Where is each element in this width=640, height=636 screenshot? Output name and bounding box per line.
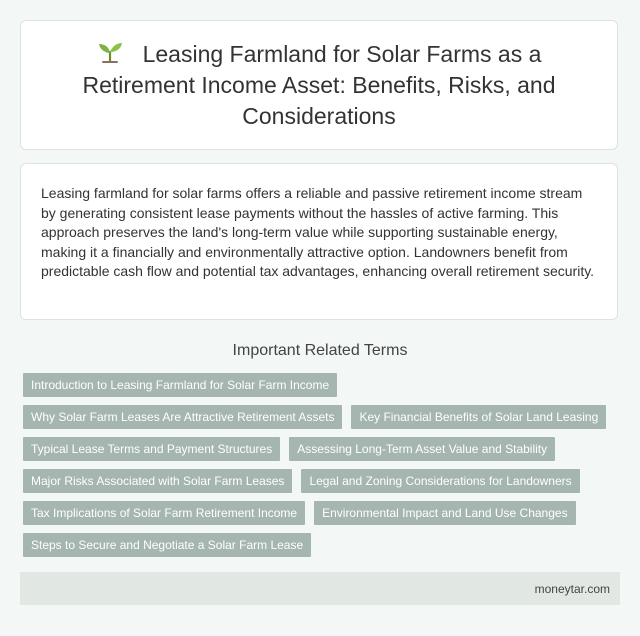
- related-term-tag[interactable]: Introduction to Leasing Farmland for Solar Farm Income: [23, 373, 337, 397]
- related-term-tag[interactable]: Major Risks Associated with Solar Farm Leases: [23, 469, 292, 493]
- related-term-tag[interactable]: Typical Lease Terms and Payment Structures: [23, 437, 280, 461]
- title-card: [20, 20, 618, 150]
- related-terms-list: [23, 373, 623, 557]
- related-term-tag[interactable]: Key Financial Benefits of Solar Land Leasing: [351, 405, 606, 429]
- page-title-text: Leasing Farmland for Solar Farms as a Retirement Income Asset: Benefits, Risks, and Considerations: [82, 40, 556, 129]
- related-term-tag[interactable]: Steps to Secure and Negotiate a Solar Farm Lease: [23, 533, 311, 557]
- related-term-tag[interactable]: Tax Implications of Solar Farm Retirement Income: [23, 501, 305, 525]
- seedling-icon: [97, 41, 123, 63]
- related-term-tag[interactable]: Environmental Impact and Land Use Changes: [314, 501, 575, 525]
- summary-text: Leasing farmland for solar farms offers a reliable and passive retirement income stream by generating consistent lease payments without the hassles of active farming. This approach preserves the land's long-term value while supporting sustainable energy, making it a financially and environmentally attractive option. Landowners benefit from predictable cash flow and potential tax advantages, enhancing overall retirement security.: [41, 185, 595, 279]
- related-terms-heading: Important Related Terms: [232, 342, 408, 359]
- summary-card: [20, 163, 618, 320]
- related-term-tag[interactable]: Why Solar Farm Leases Are Attractive Retirement Assets: [23, 405, 342, 429]
- related-term-tag[interactable]: Legal and Zoning Considerations for Landowners: [301, 469, 579, 493]
- footer-site-name: moneytar.com: [534, 581, 610, 596]
- related-term-tag[interactable]: Assessing Long-Term Asset Value and Stability: [289, 437, 555, 461]
- page-title: [61, 39, 577, 132]
- footer: [20, 572, 620, 605]
